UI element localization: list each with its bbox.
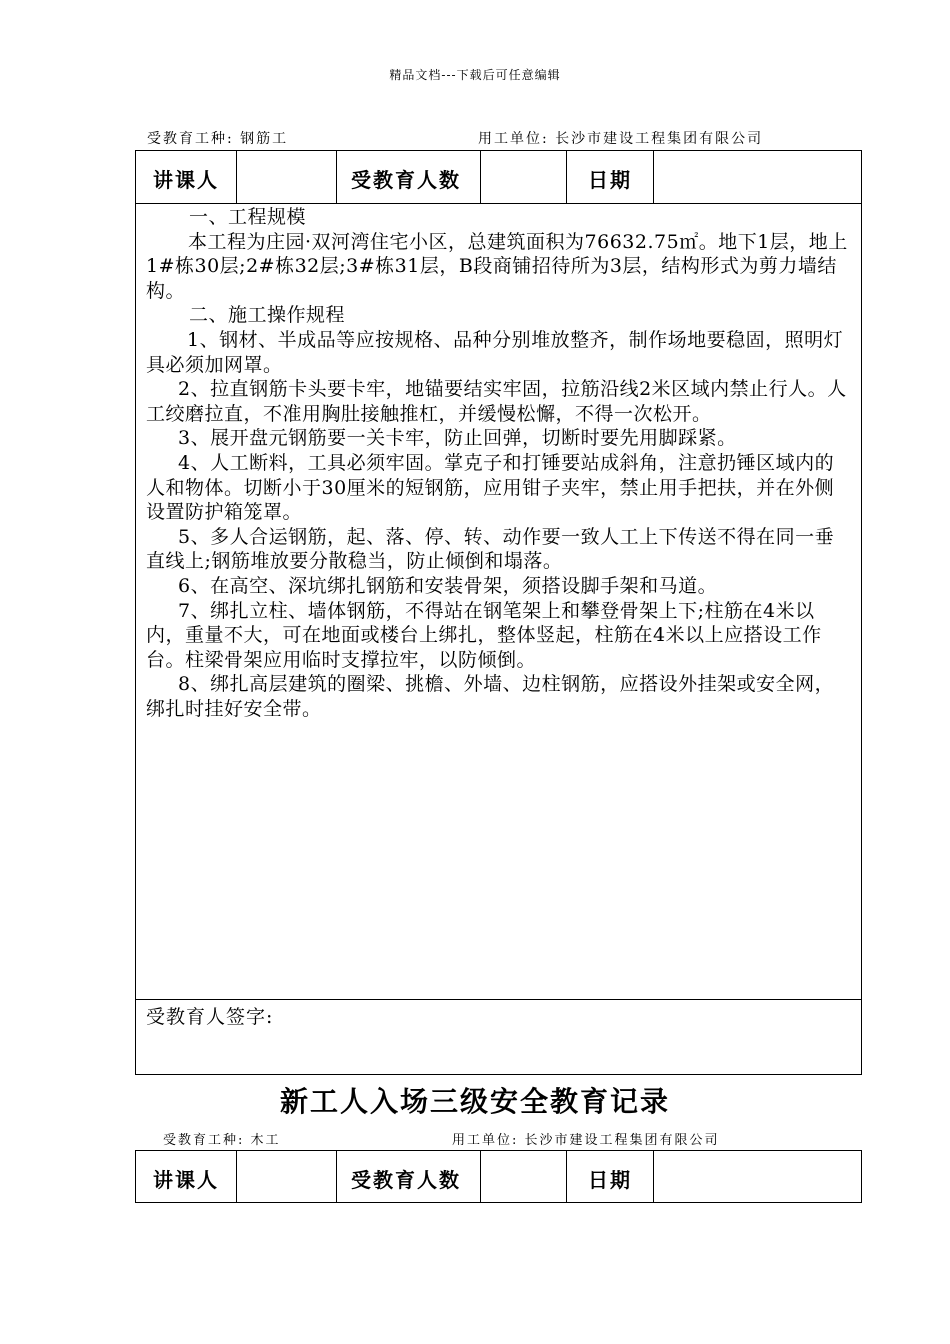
section-heading: 二、施工操作规程 — [189, 304, 346, 327]
paragraph: 3、展开盘元钢筋要一关卡牢，防止回弹，切断时要先用脚踩紧。 — [178, 427, 737, 450]
trade-label: 受教育工种: 钢筋工 — [147, 131, 289, 147]
document-title: 新工人入场三级安全教育记录 — [279, 1085, 670, 1118]
content-area — [136, 203, 861, 999]
paragraph: 本工程为庄园·双河湾住宅小区，总建筑面积为76632.75㎡。地下1层，地上1#栋30层;2#栋32层;3#栋31层，B段商铺招待所为3层，结构形式为剪力墙结构。 — [146, 230, 848, 302]
page-header-note: 精品文档---下载后可任意编辑 — [389, 68, 561, 82]
attendee-count-label: 受教育人数 — [351, 168, 461, 192]
paragraph: 7、绑扎立柱、墙体钢筋，不得站在钢笔架上和攀登骨架上下;柱筋在4米以内，重量不大，可在地面或楼台上绑扎，整体竖起，柱筋在4米以上应搭设工作台。柱梁骨架应用临时支撑拉牢，以防倾倒。 — [146, 599, 822, 671]
lecturer-label: 讲课人 — [153, 1168, 219, 1192]
paragraph: 2、拉直钢筋卡头要卡牢，地锚要结实牢固，拉筋沿线2米区域内禁止行人。人工绞磨拉直，不准用胸肚接触推杠，并缓慢松懈，不得一次松开。 — [146, 378, 847, 425]
attendee-count-label: 受教育人数 — [351, 1168, 461, 1192]
date-label: 日期 — [588, 168, 632, 192]
record-table — [135, 1150, 862, 1203]
paragraph: 4、人工断料，工具必须牢固。掌克子和打锤要站成斜角，注意扔锤区域内的人和物体。切断小于30厘米的短钢筋，应用钳子夹牢，禁止用手把扶，并在外侧设置防护箱笼罩。 — [146, 451, 835, 524]
paragraph: 6、在高空、深坑绑扎钢筋和安装骨架，须搭设脚手架和马道。 — [178, 574, 718, 597]
record-table — [135, 150, 862, 1075]
signature-area — [136, 999, 861, 1074]
signature-label: 受教育人签字: — [146, 1006, 274, 1028]
lecturer-label: 讲课人 — [153, 168, 219, 192]
employer-label: 用工单位: 长沙市建设工程集团有限公司 — [452, 1133, 720, 1148]
paragraph: 5、多人合运钢筋，起、落、停、转、动作要一致人工上下传送不得在同一垂直线上;钢筋堆放要分散稳当，防止倾倒和塌落。 — [146, 525, 835, 573]
paragraph: 8、绑扎高层建筑的圈梁、挑檐、外墙、边柱钢筋，应搭设外挂架或安全网，绑扎时挂好安全带。 — [146, 673, 835, 720]
paragraph: 1、钢材、半成品等应按规格、品种分别堆放整齐，制作场地要稳固，照明灯具必须加网罩。 — [146, 328, 844, 376]
employer-label: 用工单位: 长沙市建设工程集团有限公司 — [478, 131, 764, 147]
trade-label: 受教育工种: 木工 — [163, 1133, 281, 1148]
date-label: 日期 — [588, 1168, 632, 1192]
content-text — [146, 205, 853, 721]
section-heading: 一、工程规模 — [189, 206, 307, 228]
